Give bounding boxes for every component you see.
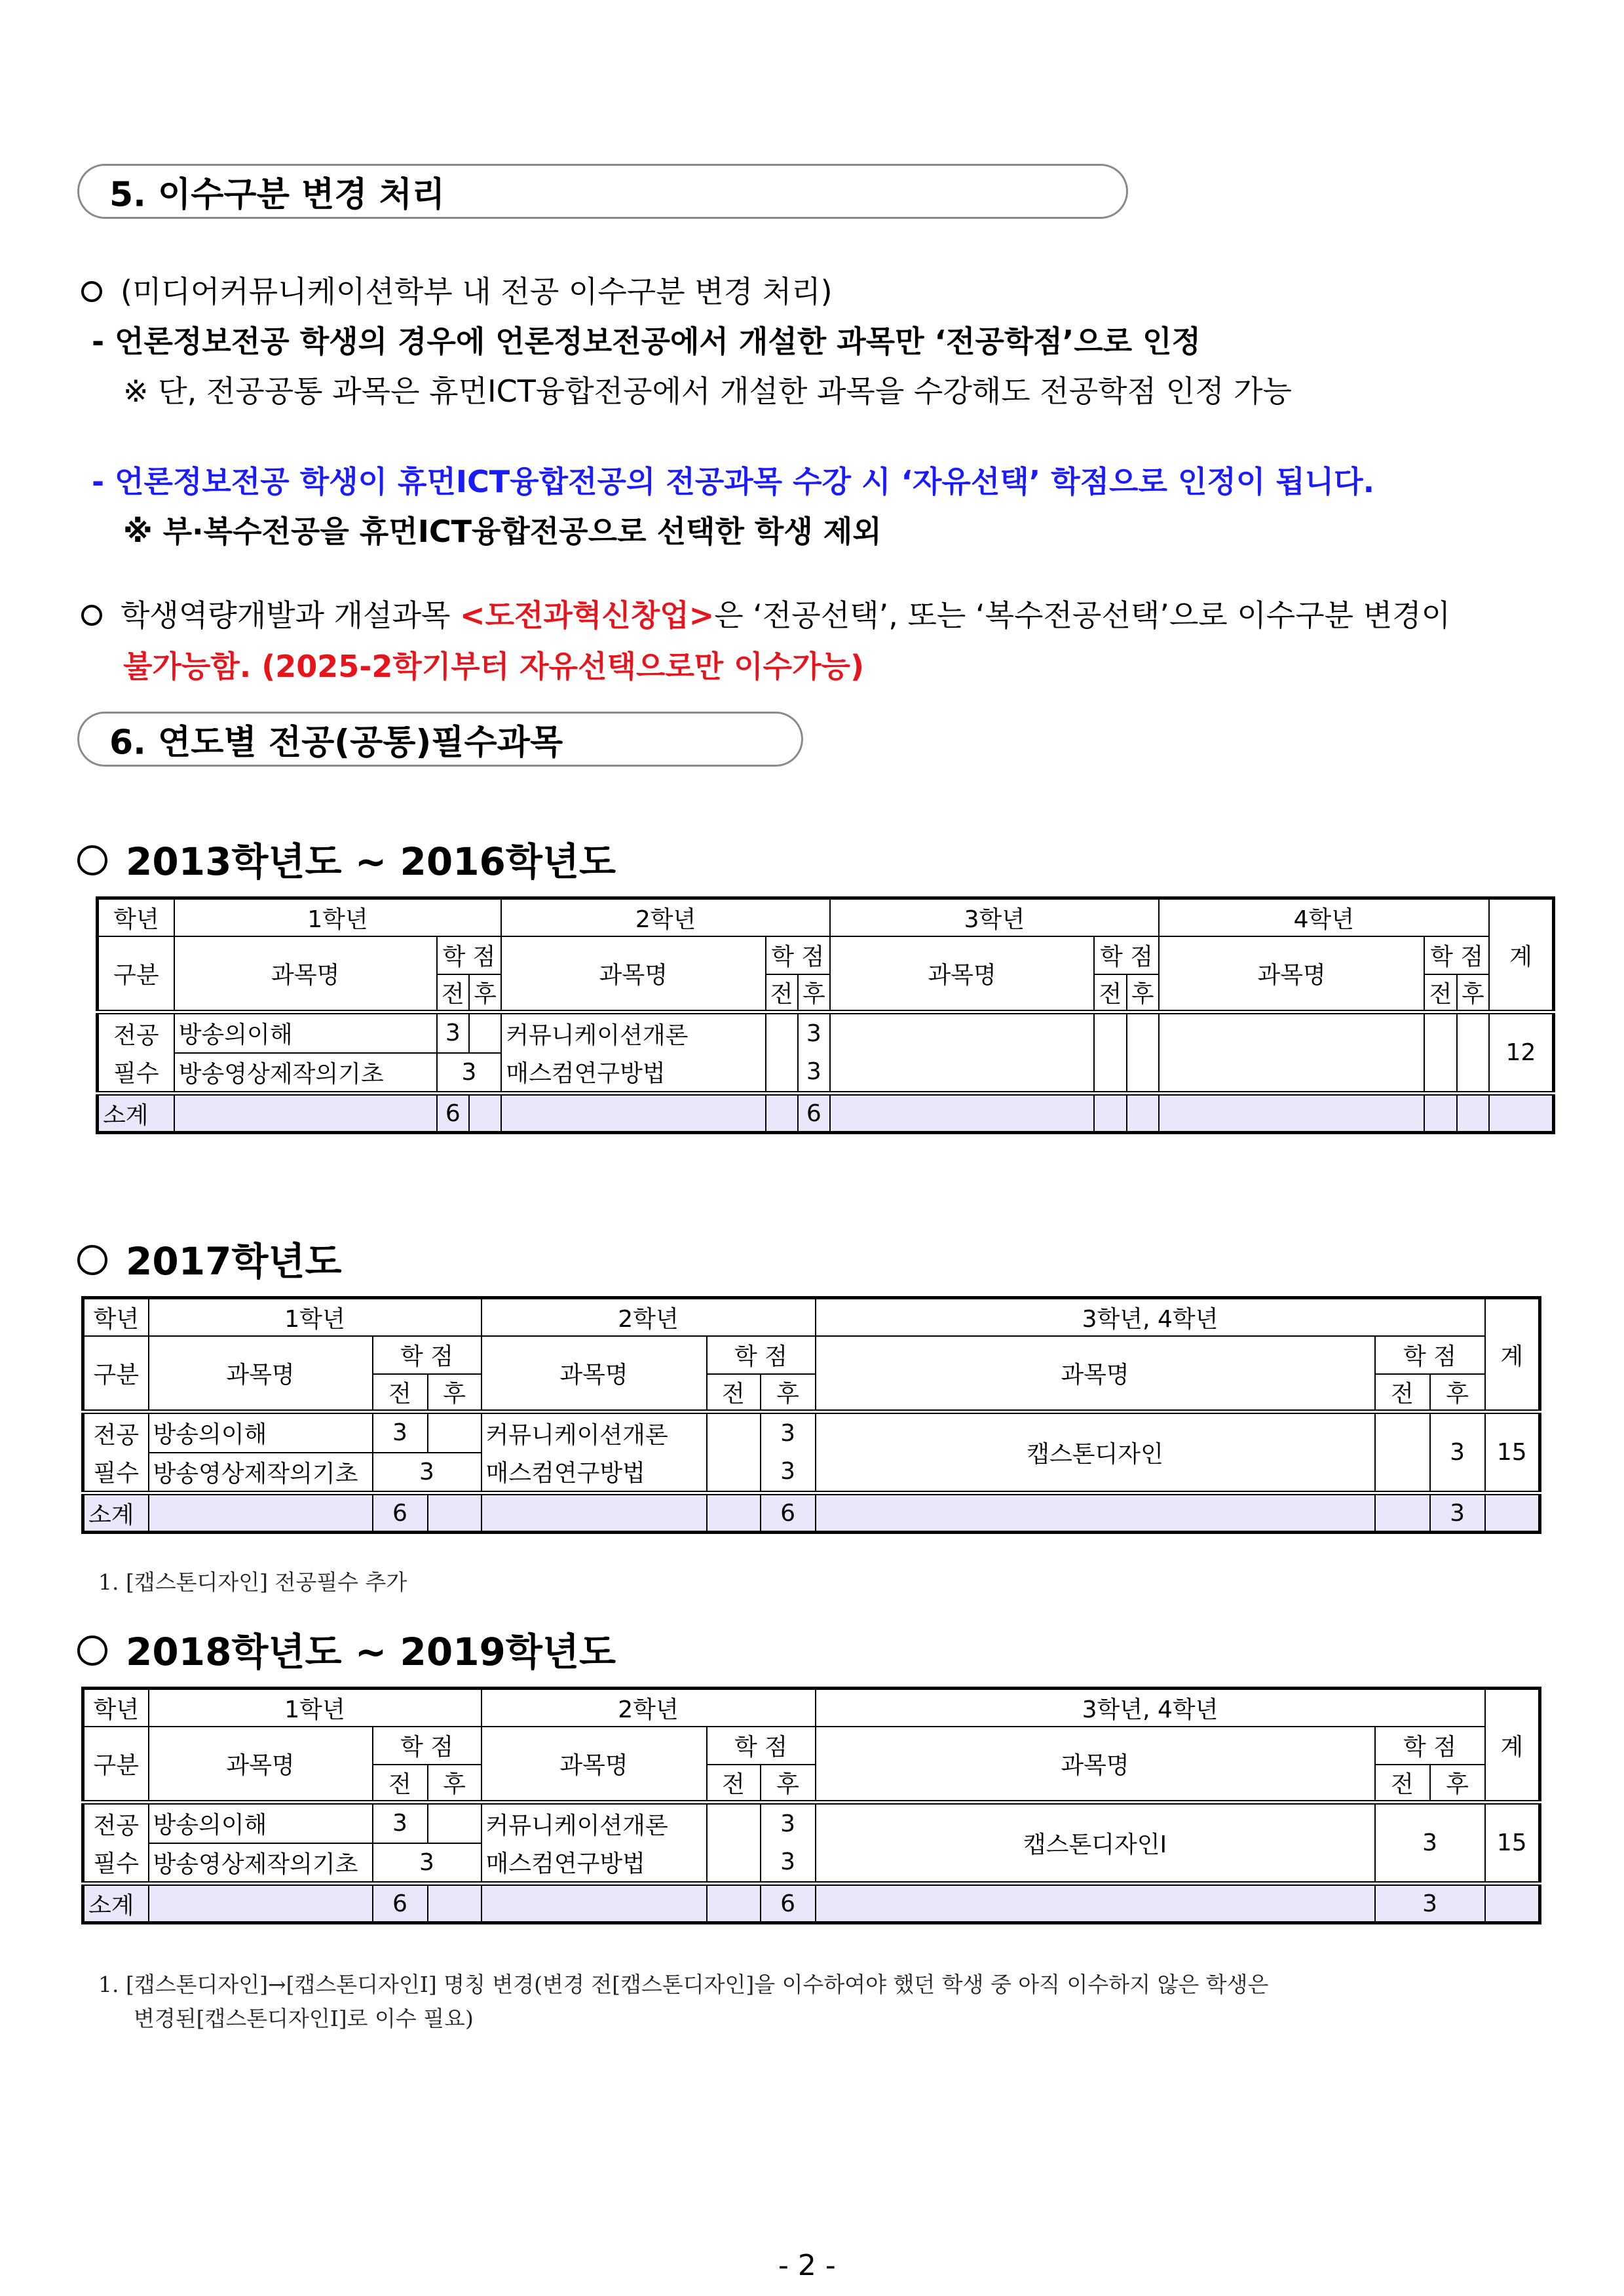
credit-pre xyxy=(1375,1412,1430,1493)
credit-post: 3 xyxy=(798,1012,830,1053)
hdr-post: 후 xyxy=(469,974,501,1012)
subtotal-post xyxy=(428,1884,482,1923)
section5-bullet2: 학생역량개발과 개설과목 <도전과혁신창업>은 ‘전공선택’, 또는 ‘복수전공선택’으로 이수구분 변경이 xyxy=(81,598,1450,634)
hdr-pre: 전 xyxy=(373,1374,428,1412)
credit-either: 3 xyxy=(373,1843,482,1884)
subtotal-post: 6 xyxy=(761,1884,816,1923)
hdr-grade34: 3학년, 4학년 xyxy=(816,1298,1485,1336)
course-name: 방송영상제작의기초 xyxy=(149,1453,373,1493)
table2-heading: 2017학년도 xyxy=(77,1231,342,1286)
subtotal-either: 3 xyxy=(1375,1884,1485,1923)
hdr-course: 과목명 xyxy=(501,936,765,1012)
subtotal-course xyxy=(482,1884,707,1923)
section5-line3: - 언론정보전공 학생이 휴먼ICT융합전공의 전공과목 수강 시 ‘자유선택’ 학점으로 인정이 됩니다. xyxy=(92,464,1375,499)
credit-pre: 3 xyxy=(373,1412,428,1453)
hdr-grade4: 4학년 xyxy=(1159,898,1489,936)
section6-title: 6. 연도별 전공(공통)필수과목 xyxy=(109,723,563,763)
hdr-post: 후 xyxy=(1430,1374,1485,1412)
hdr-course: 과목명 xyxy=(816,1336,1375,1412)
course-name: 커뮤니케이션개론 xyxy=(482,1412,707,1453)
hdr-credit: 학 점 xyxy=(766,936,830,974)
credit-post xyxy=(1127,1012,1159,1094)
credit-pre xyxy=(1094,1012,1126,1094)
total-credits: 15 xyxy=(1485,1803,1540,1884)
subtotal-post xyxy=(469,1094,501,1133)
subtotal-total xyxy=(1489,1094,1554,1133)
hdr-course: 과목명 xyxy=(482,1727,707,1803)
subtotal-post: 6 xyxy=(798,1094,830,1133)
credit-post xyxy=(428,1412,482,1453)
hdr-grade1: 1학년 xyxy=(149,1298,482,1336)
subtotal-course xyxy=(1159,1094,1425,1133)
hdr-post: 후 xyxy=(428,1765,482,1803)
credit-pre xyxy=(707,1412,761,1493)
row-label-required: 필수 xyxy=(83,1453,149,1493)
hollow-bullet-icon xyxy=(81,605,102,626)
hdr-division: 구분 xyxy=(98,936,174,1012)
credit-either: 3 xyxy=(437,1053,501,1094)
hdr-course: 과목명 xyxy=(482,1336,707,1412)
credit-pre: 3 xyxy=(373,1803,428,1843)
hdr-grade34: 3학년, 4학년 xyxy=(816,1689,1485,1727)
subtotal-course xyxy=(482,1493,707,1533)
subtotal-total xyxy=(1485,1493,1540,1533)
hdr-post: 후 xyxy=(798,974,830,1012)
hdr-post: 후 xyxy=(1430,1765,1485,1803)
hdr-credit: 학 점 xyxy=(1375,1336,1485,1374)
subtotal-course xyxy=(174,1094,437,1133)
credit-either: 3 xyxy=(1375,1803,1485,1884)
hdr-credit: 학 점 xyxy=(707,1727,816,1765)
subtotal-course xyxy=(816,1493,1375,1533)
course-highlight: <도전과혁신창업> xyxy=(460,598,715,633)
course-name: 매스컴연구방법 xyxy=(501,1053,765,1094)
hdr-post: 후 xyxy=(428,1374,482,1412)
hdr-total: 계 xyxy=(1485,1298,1540,1412)
hdr-pre: 전 xyxy=(1375,1374,1430,1412)
subtotal-course xyxy=(149,1884,373,1923)
hdr-pre: 전 xyxy=(1094,974,1126,1012)
subtotal-pre xyxy=(1424,1094,1456,1133)
course-name: 방송의이해 xyxy=(174,1012,437,1053)
hdr-pre: 전 xyxy=(1375,1765,1430,1803)
credit-post: 3 xyxy=(798,1053,830,1094)
section5-title: 5. 이수구분 변경 처리 xyxy=(109,175,445,215)
course-name xyxy=(1159,1012,1425,1094)
circle-bullet-icon xyxy=(77,845,107,875)
row-label-major: 전공 xyxy=(98,1012,174,1053)
table3-heading: 2018학년도 ~ 2019학년도 xyxy=(77,1621,616,1676)
subtotal-post: 3 xyxy=(1430,1493,1485,1533)
hdr-grade2: 2학년 xyxy=(482,1298,816,1336)
hdr-pre: 전 xyxy=(373,1765,428,1803)
hdr-grade2: 2학년 xyxy=(501,898,830,936)
subtotal-pre: 6 xyxy=(373,1884,428,1923)
circle-bullet-icon xyxy=(77,1245,107,1275)
row-label-major: 전공 xyxy=(83,1412,149,1453)
row-label-required: 필수 xyxy=(83,1843,149,1884)
credit-post xyxy=(428,1803,482,1843)
table-2013-2016 xyxy=(96,896,1555,1134)
credit-post: 3 xyxy=(761,1803,816,1843)
hdr-grade1: 1학년 xyxy=(174,898,501,936)
hdr-post: 후 xyxy=(1127,974,1159,1012)
course-name: 매스컴연구방법 xyxy=(482,1843,707,1884)
hdr-pre: 전 xyxy=(707,1374,761,1412)
subtotal-post: 6 xyxy=(761,1493,816,1533)
hdr-course: 과목명 xyxy=(830,936,1094,1012)
subtotal-pre: 6 xyxy=(373,1493,428,1533)
credit-post xyxy=(1457,1012,1489,1094)
hdr-grade: 학년 xyxy=(83,1298,149,1336)
subtotal-label: 소계 xyxy=(83,1884,149,1923)
subtotal-post xyxy=(1457,1094,1489,1133)
hdr-credit: 학 점 xyxy=(1424,936,1488,974)
hdr-grade: 학년 xyxy=(98,898,174,936)
subtotal-total xyxy=(1485,1884,1540,1923)
credit-post: 3 xyxy=(1430,1412,1485,1493)
credit-post: 3 xyxy=(761,1412,816,1453)
credit-post xyxy=(469,1012,501,1053)
credit-post: 3 xyxy=(761,1843,816,1884)
hdr-post: 후 xyxy=(1457,974,1489,1012)
hdr-pre: 전 xyxy=(1424,974,1456,1012)
credit-either: 3 xyxy=(373,1453,482,1493)
subtotal-course xyxy=(830,1094,1094,1133)
hdr-credit: 학 점 xyxy=(1375,1727,1485,1765)
section5-line1: - 언론정보전공 학생의 경우에 언론정보전공에서 개설한 과목만 ‘전공학점’으로 인정 xyxy=(92,324,1201,359)
subtotal-post xyxy=(1127,1094,1159,1133)
hdr-credit: 학 점 xyxy=(373,1336,482,1374)
course-name xyxy=(830,1012,1094,1094)
subtotal-course xyxy=(816,1884,1375,1923)
hdr-pre: 전 xyxy=(437,974,469,1012)
hdr-grade: 학년 xyxy=(83,1689,149,1727)
subtotal-label: 소계 xyxy=(83,1493,149,1533)
course-name: 방송영상제작의기초 xyxy=(149,1843,373,1884)
subtotal-pre xyxy=(707,1493,761,1533)
credit-pre xyxy=(1424,1012,1456,1094)
section5-bullet1: (미디어커뮤니케이션학부 내 전공 이수구분 변경 처리) xyxy=(81,274,833,310)
course-name: 매스컴연구방법 xyxy=(482,1453,707,1493)
hdr-total: 계 xyxy=(1485,1689,1540,1803)
subtotal-pre: 6 xyxy=(437,1094,469,1133)
row-label-required: 필수 xyxy=(98,1053,174,1094)
subtotal-pre xyxy=(1375,1493,1430,1533)
row-label-major: 전공 xyxy=(83,1803,149,1843)
hdr-course: 과목명 xyxy=(816,1727,1375,1803)
hdr-course: 과목명 xyxy=(149,1336,373,1412)
hdr-post: 후 xyxy=(761,1765,816,1803)
section5-bullet2-cont: 불가능함. (2025-2학기부터 자유선택으로만 이수가능) xyxy=(123,649,864,684)
hdr-grade1: 1학년 xyxy=(149,1689,482,1727)
hdr-course: 과목명 xyxy=(149,1727,373,1803)
section5-line2: ※ 단, 전공공통 과목은 휴먼ICT융합전공에서 개설한 과목을 수강해도 전공학점 인정 가능 xyxy=(123,373,1292,409)
hdr-credit: 학 점 xyxy=(1094,936,1158,974)
section5-line4: ※ 부·복수전공을 휴먼ICT융합전공으로 선택한 학생 제외 xyxy=(123,514,882,549)
hdr-pre: 전 xyxy=(707,1765,761,1803)
hdr-division: 구분 xyxy=(83,1336,149,1412)
section6-title-box xyxy=(77,712,803,767)
hdr-credit: 학 점 xyxy=(437,936,501,974)
subtotal-course xyxy=(149,1493,373,1533)
hdr-post: 후 xyxy=(761,1374,816,1412)
hdr-course: 과목명 xyxy=(1159,936,1425,1012)
section5-title-box xyxy=(77,164,1128,219)
hdr-pre: 전 xyxy=(766,974,798,1012)
subtotal-course xyxy=(501,1094,765,1133)
course-name: 방송영상제작의기초 xyxy=(174,1053,437,1094)
table3-note-line2: 변경된[캡스톤디자인Ⅰ]로 이수 필요) xyxy=(134,2006,474,2031)
course-name: 방송의이해 xyxy=(149,1412,373,1453)
course-name: 캡스톤디자인 xyxy=(816,1412,1375,1493)
subtotal-post xyxy=(428,1493,482,1533)
table2-note: 1. [캡스톤디자인] 전공필수 추가 xyxy=(98,1569,407,1595)
course-name: 캡스톤디자인Ⅰ xyxy=(816,1803,1375,1884)
course-name: 방송의이해 xyxy=(149,1803,373,1843)
subtotal-pre xyxy=(766,1094,798,1133)
total-credits: 12 xyxy=(1489,1012,1554,1094)
page-number: - 2 - xyxy=(778,2249,836,2282)
table-2018-2019 xyxy=(81,1687,1541,1924)
circle-bullet-icon xyxy=(77,1636,107,1666)
table1-heading: 2013학년도 ~ 2016학년도 xyxy=(77,831,616,886)
credit-pre: 3 xyxy=(437,1012,469,1053)
credit-pre xyxy=(707,1803,761,1884)
total-credits: 15 xyxy=(1485,1412,1540,1493)
subtotal-label: 소계 xyxy=(98,1094,174,1133)
hdr-division: 구분 xyxy=(83,1727,149,1803)
subtotal-pre xyxy=(707,1884,761,1923)
hollow-bullet-icon xyxy=(81,281,102,302)
table-2017 xyxy=(81,1296,1541,1534)
course-name: 커뮤니케이션개론 xyxy=(501,1012,765,1053)
credit-pre xyxy=(766,1012,798,1094)
hdr-total: 계 xyxy=(1489,898,1554,1012)
hdr-course: 과목명 xyxy=(174,936,437,1012)
hdr-grade3: 3학년 xyxy=(830,898,1159,936)
credit-post: 3 xyxy=(761,1453,816,1493)
hdr-credit: 학 점 xyxy=(373,1727,482,1765)
course-name: 커뮤니케이션개론 xyxy=(482,1803,707,1843)
hdr-credit: 학 점 xyxy=(707,1336,816,1374)
hdr-grade2: 2학년 xyxy=(482,1689,816,1727)
subtotal-pre xyxy=(1094,1094,1126,1133)
table3-note-line1: 1. [캡스톤디자인]→[캡스톤디자인Ⅰ] 명칭 변경(변경 전[캡스톤디자인]을 이수하여야 했던 학생 중 아직 이수하지 않은 학생은 xyxy=(98,1972,1269,1997)
